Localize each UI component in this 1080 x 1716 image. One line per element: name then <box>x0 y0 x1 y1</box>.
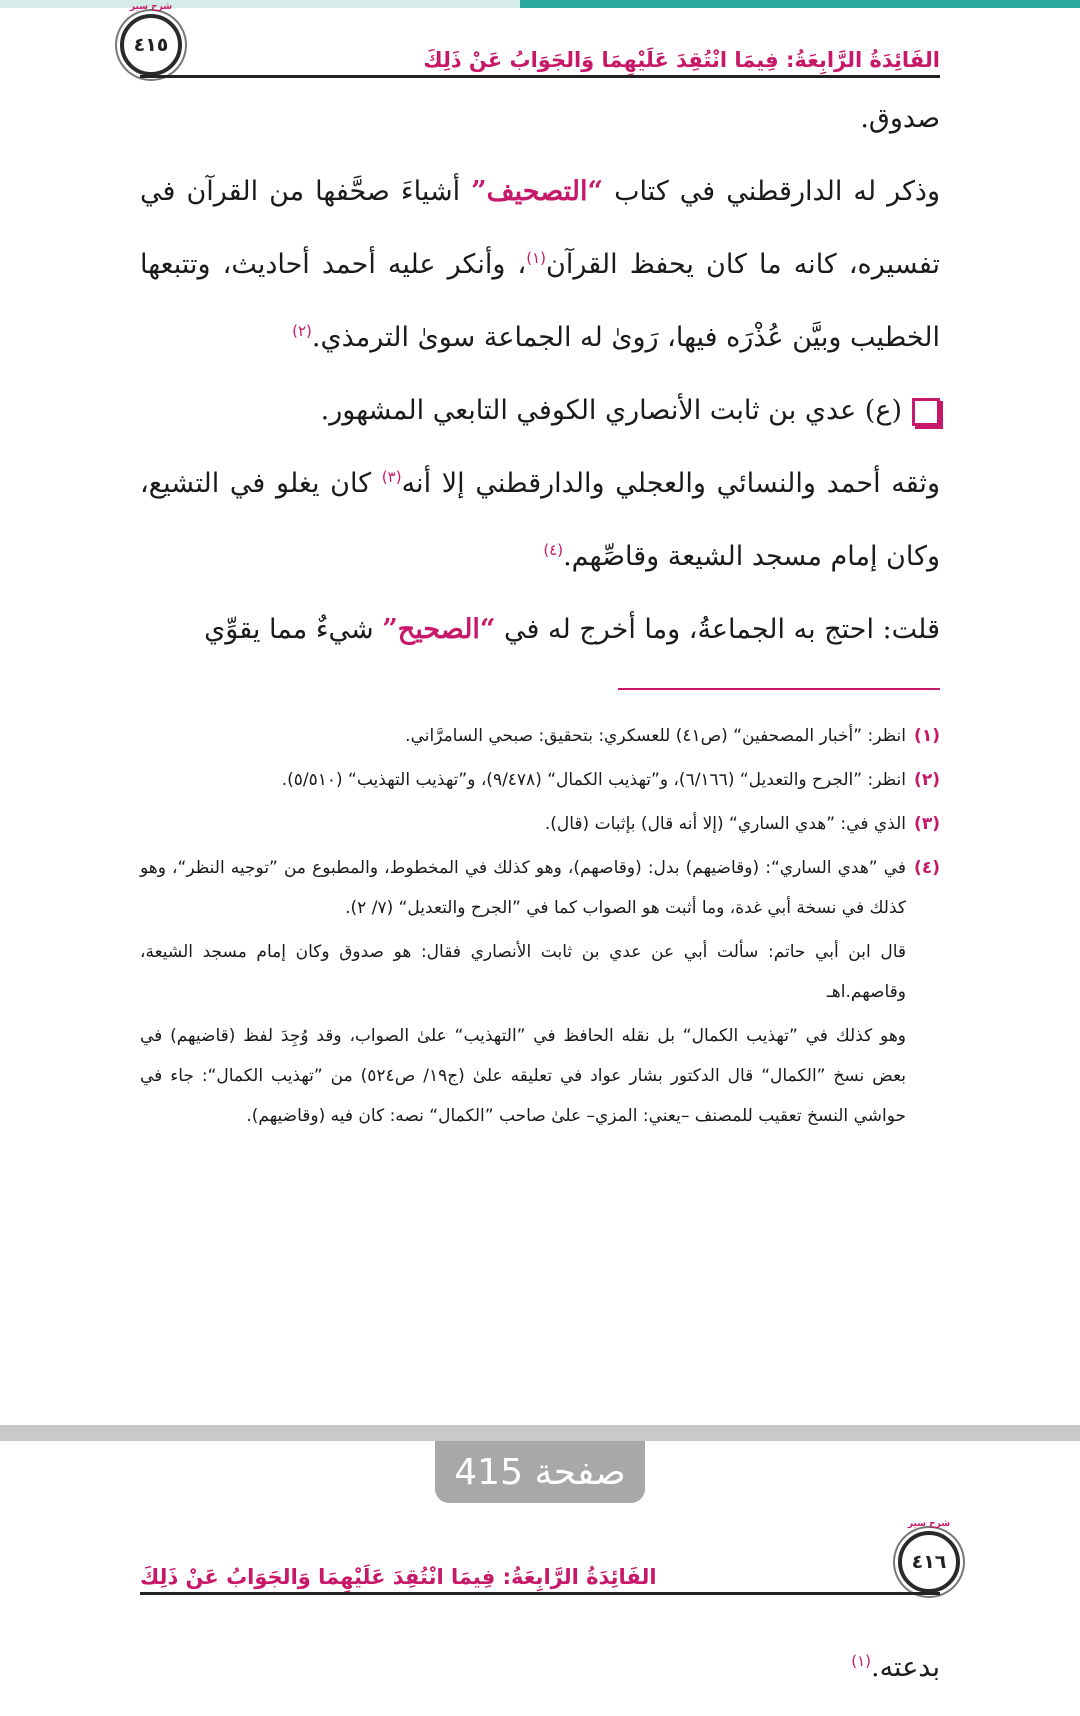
footnote <box>140 760 940 800</box>
footnotes <box>140 716 940 1140</box>
paragraph <box>140 593 940 666</box>
page-indicator: صفحة 415 <box>435 1441 645 1503</box>
main-text <box>140 1631 940 1704</box>
page-header <box>129 2 940 78</box>
text: بدعته. <box>870 1652 940 1683</box>
text: وثقه أحمد والنسائي والعجلي والدارقطني إلا أنه <box>401 468 940 499</box>
footnote-separator <box>618 688 940 690</box>
main-text <box>140 82 940 666</box>
footnote-text: الذي في: ”هدي الساري“ (إلا أنه قال) بإثبات (قال). <box>544 814 906 834</box>
badge-arc-label: شرح سير <box>129 2 173 12</box>
header-title: الفَائِدَةُ الرَّابِعَةُ: فِيمَا انْتُقِدَ عَلَيْهِمَا وَالجَوَابُ عَنْ ذَلِكَ <box>423 48 940 72</box>
footnote-number: (٢) <box>914 770 940 790</box>
header-rule <box>140 1592 940 1595</box>
header-rule <box>140 75 940 78</box>
paragraph <box>140 82 940 155</box>
footnote-ref[interactable]: (١) <box>851 1652 871 1670</box>
footnote-number: (٣) <box>914 814 940 834</box>
footnote-text: في ”هدي الساري“: (وقاضيهم) بدل: (وقاصهم)، وهو كذلك في المخطوط، والمطبوع من ”توجيه النظر“، وهو كذلك في نسخة أبي غدة، وما أثبت هو الصواب كما في ”الجرح والتعديل“ (٧/ ٢). <box>140 858 906 918</box>
paragraph <box>140 374 940 447</box>
text: صدوق. <box>860 103 940 134</box>
header-title: الفَائِدَةُ الرَّابِعَةُ: فِيمَا انْتُقِدَ عَلَيْهِمَا وَالجَوَابُ عَنْ ذَلِكَ <box>140 1565 657 1589</box>
footnote-ref[interactable]: (١) <box>526 249 547 267</box>
text: أشياءَ صحَّفها من القرآن في تفسيره، كانه ما كان يحفظ القرآن <box>140 176 940 280</box>
footnote-number: (١) <box>914 726 940 746</box>
book-title: “التصحيف” <box>471 176 604 207</box>
page-number-badge <box>898 1519 960 1593</box>
paragraph <box>140 1631 940 1704</box>
book-title: “الصحيح” <box>382 614 496 645</box>
footnote-text: انظر: ”الجرح والتعديل“ (٦/١٦٦)، و”تهذيب الكمال“ (٩/٤٧٨)، و”تهذيب التهذيب“ (٥/٥١٠). <box>281 770 906 790</box>
checkbox-icon <box>912 398 940 426</box>
footnote <box>140 804 940 844</box>
text: شيءٌ مما يقوِّي <box>204 614 383 645</box>
book-page-416[interactable] <box>0 1441 1080 1716</box>
footnote-text: انظر: ”أخبار المصحفين“ (ص٤١) للعسكري: بتحقيق: صبحي السامرَّاني. <box>405 726 906 746</box>
footnote <box>140 716 940 756</box>
footnote-continuation: قال ابن أبي حاتم: سألت أبي عن عدي بن ثابت الأنصاري فقال: هو صدوق وكان إمام مسجد الشيعة، وقاصهم.اهـ <box>140 942 906 1002</box>
text: وذكر له الدارقطني في كتاب <box>603 176 940 207</box>
page-header <box>140 1519 951 1595</box>
footnote-ref[interactable]: (٤) <box>543 541 564 559</box>
footnote-ref[interactable]: (٣) <box>381 468 402 486</box>
text: قلت: احتج به الجماعةُ، وما أخرج له في <box>495 614 940 645</box>
page-separator <box>0 1425 1080 1441</box>
paragraph <box>140 447 940 593</box>
badge-arc-label: شرح سير <box>907 1519 951 1529</box>
page-number-badge <box>120 2 182 76</box>
text: (ع) عدي بن ثابت الأنصاري الكوفي التابعي المشهور. <box>320 395 902 426</box>
text: ، وأنكر عليه أحمد أحاديث، وتتبعها الخطيب وبيَّن عُذْرَه فيها، رَوىٰ له الجماعة سوىٰ الترمذي. <box>140 249 940 353</box>
footnote-ref[interactable]: (٢) <box>292 322 312 340</box>
text: كان يغلو في التشيع، وكان إمام مسجد الشيعة وقاصِّهم. <box>140 468 940 572</box>
page-number: ٤١٦ <box>911 1551 947 1573</box>
footnote-continuation: وهو كذلك في ”تهذيب الكمال“ بل نقله الحافظ في ”التهذيب“ علىٰ الصواب، وقد وُجِدَ لفظ (قاضيهم) في بعض نسخ ”الكمال“ قال الدكتور بشار عواد في تعليقه علىٰ (ج١٩/ ص٥٢٤) من ”تهذيب الكمال“: جاء في حواشي النسخ تعقيب للمصنف –يعني: المزي– علىٰ صاحب ”الكمال“ نصه: كان فيه (وقاضيهم). <box>140 1026 906 1126</box>
page-number: ٤١٥ <box>133 34 169 56</box>
footnote <box>140 848 940 928</box>
footnote-number: (٤) <box>914 858 940 878</box>
paragraph <box>140 155 940 374</box>
